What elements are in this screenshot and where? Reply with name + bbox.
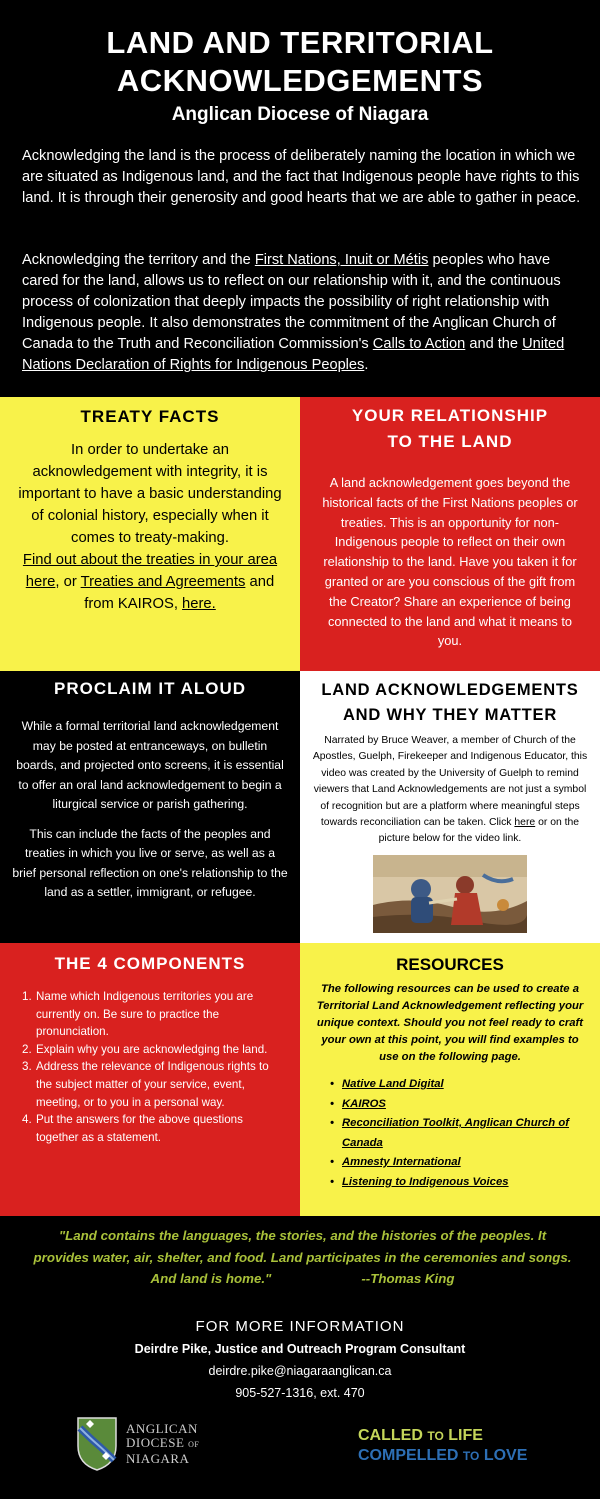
treaties-in-area-link[interactable]: Find out about the treaties in your area here	[22, 552, 278, 590]
slogan-word: CALLED	[358, 1427, 423, 1444]
why-they-matter-body	[310, 733, 590, 848]
list-number: 3.	[22, 1060, 32, 1074]
slogan-word: COMPELLED	[358, 1447, 459, 1464]
treaty-facts-body	[14, 439, 286, 615]
list-item	[330, 1173, 588, 1193]
intro-text: Acknowledging the territory and the	[22, 252, 255, 268]
contact-email[interactable]: deirdre.pike@niagaraanglican.ca	[208, 1364, 392, 1378]
intro-text: and the	[465, 336, 523, 352]
components-list	[22, 988, 286, 1146]
slogan-line-1	[358, 1426, 558, 1446]
proclaim-panel	[0, 671, 300, 943]
listening-indigenous-voices-link[interactable]: Listening to Indigenous Voices	[342, 1175, 509, 1188]
reconciliation-toolkit-link[interactable]: Reconciliation Toolkit, Anglican Church of Canada	[342, 1117, 569, 1149]
relationship-title	[300, 403, 600, 455]
page-subtitle: Anglican Diocese of Niagara	[171, 104, 429, 125]
list-number: 2.	[22, 1042, 32, 1056]
list-item	[22, 1041, 286, 1059]
bullet-icon: •	[330, 1175, 334, 1188]
contact-name: Deirdre Pike, Justice and Outreach Program Consultant	[134, 1342, 466, 1356]
why-they-matter-title	[300, 678, 600, 728]
amnesty-international-link[interactable]: Amnesty International	[342, 1156, 461, 1168]
list-item	[330, 1095, 588, 1115]
list-item	[330, 1075, 588, 1095]
list-text: Put the answers for the above questions together as a statement.	[36, 1113, 243, 1144]
matter-text: or on the picture below for the video link.	[378, 817, 580, 845]
treaty-facts-panel	[0, 397, 300, 671]
resources-panel	[300, 943, 600, 1216]
matter-title-line-2: AND WHY THEY MATTER	[342, 706, 558, 724]
logo-word: DIOCESE	[126, 1435, 185, 1450]
slogan-word: LIFE	[448, 1427, 483, 1444]
diocese-shield-icon	[76, 1416, 118, 1472]
relationship-panel	[300, 397, 600, 671]
matter-title-line-1: LAND ACKNOWLEDGEMENTS	[321, 681, 579, 699]
treaty-text: , or	[55, 574, 81, 590]
slogan-word-small: TO	[427, 1429, 444, 1443]
relationship-body: A land acknowledgement goes beyond the historical facts of the First Nations peoples or treaties. This is an opportunity for non-Indigenous people to reflect on their own relationship to the land. Have you taken it for granted or are you conscious of the gift from the Creator? Share an experience of being connected to the land and what it means to you.	[322, 475, 578, 649]
treaty-text: and from KAIROS,	[84, 574, 275, 612]
list-text: Address the relevance of Indigenous rights to the subject matter of your service, event, meeting, or to you in a personal way.	[36, 1060, 269, 1109]
un-declaration-link[interactable]: United Nations Declaration of Rights for Indigenous Peoples	[22, 336, 565, 373]
proclaim-title: PROCLAIM IT ALOUD	[53, 679, 247, 698]
video-here-link[interactable]: here	[514, 817, 536, 829]
more-info-heading: FOR MORE INFORMATION	[195, 1318, 405, 1335]
first-nations-link[interactable]: First Nations, Inuit or Métis	[254, 252, 429, 268]
page-title: LAND AND TERRITORIAL ACKNOWLEDGEMENTS	[106, 25, 494, 98]
list-item	[22, 1111, 286, 1146]
proclaim-paragraph-2: This can include the facts of the peoples and treaties in which you live or serve, as well as a brief personal reflection on one's relationship to the land as a settler, immigrant, or refugee.	[12, 826, 288, 899]
diocese-logo-text	[126, 1422, 199, 1466]
thomas-king-quote	[30, 1225, 575, 1290]
bullet-icon: •	[330, 1078, 334, 1090]
footer	[0, 1216, 600, 1499]
video-thumbnail[interactable]	[373, 855, 527, 933]
relationship-title-line-2: TO THE LAND	[387, 432, 513, 451]
treaty-text: In order to undertake an acknowledgement with integrity, it is important to have a basic understanding of colonial history, especially when it comes to treaty-making.	[18, 442, 282, 546]
matter-text: Narrated by Bruce Weaver, a member of Church of the Apostles, Guelph, Firekeeper and Indigenous Educator, this video was created by the University of Guelph to remind viewers that Land Acknowledgements are not just a symbol of recognition but are a platform where meaningful steps towards reconciliation can be taken. Click	[312, 735, 588, 829]
why-they-matter-panel	[300, 671, 600, 943]
header	[0, 0, 600, 397]
logo-line: ANGLICAN	[126, 1421, 198, 1436]
slogan-word-small: TO	[462, 1449, 480, 1463]
calls-to-action-link[interactable]: Calls to Action	[372, 336, 466, 352]
proclaim-paragraph-1: While a formal territorial land acknowledgement may be posted at entranceways, on bulletin boards, and projected onto screens, it is essential to offer an oral land acknowledgement to begin a liturgical service or parish gathering.	[16, 719, 284, 811]
quote-text: "Land contains the languages, the stories, and the histories of the peoples. It provides water, air, shelter, and food. Land participates in the ceremonies and songs.	[33, 1228, 572, 1265]
components-panel	[0, 943, 300, 1216]
treaties-agreements-link[interactable]: Treaties and Agreements	[80, 574, 246, 590]
treaty-facts-title: TREATY FACTS	[80, 407, 220, 426]
list-text: Explain why you are acknowledging the land.	[36, 1042, 268, 1056]
slogan-line-2	[358, 1446, 558, 1466]
bullet-icon: •	[330, 1156, 334, 1168]
intro-text: .	[364, 357, 369, 373]
logo-line	[126, 1436, 199, 1452]
kairos-here-link[interactable]: here.	[182, 596, 216, 612]
list-item	[22, 988, 286, 1041]
list-number: 4.	[22, 1113, 32, 1127]
list-text: Name which Indigenous territories you are currently on. Be sure to practice the pronunciation.	[36, 990, 254, 1039]
intro-text: peoples who have cared for the land, allows us to reflect on our relationship with it, and the continuous process of colonization that deeply impacts the possibility of right relationship with Indigenous people. It also demonstrates the commitment of the Anglican Church of Canada to the Truth and Reconciliation Commission's	[22, 252, 561, 352]
diocese-logo	[76, 1416, 216, 1476]
list-item	[22, 1058, 286, 1111]
resources-list	[330, 1075, 588, 1192]
slogan-word: LOVE	[483, 1447, 528, 1464]
contact-phone: 905-527-1316, ext. 470	[235, 1386, 365, 1400]
logo-line: NIAGARA	[126, 1451, 190, 1466]
native-land-digital-link[interactable]: Native Land Digital	[342, 1078, 444, 1090]
quote-text-end: And land is home."	[150, 1271, 272, 1286]
resources-title: RESOURCES	[396, 955, 504, 974]
kairos-link[interactable]: KAIROS	[342, 1097, 386, 1110]
intro-paragraph-1: Acknowledging the land is the process of deliberately naming the location in which we are situated as Indigenous land, and the fact that Indigenous people have rights to this land. It is through their generosity and good hearts that we are able to gather in peace.	[22, 148, 581, 206]
bullet-icon: •	[330, 1097, 334, 1110]
list-item	[330, 1153, 588, 1173]
components-title: THE 4 COMPONENTS	[54, 954, 246, 973]
logo-word-small: OF	[188, 1440, 200, 1449]
bullet-icon: •	[330, 1117, 334, 1129]
list-number: 1.	[22, 990, 32, 1003]
quote-author: --Thomas King	[361, 1271, 455, 1286]
resources-intro: The following resources can be used to create a Territorial Land Acknowledgement reflecting your unique context. Should you not feel ready to craft your own at this point, you will find examples to use on the following page.	[316, 983, 584, 1063]
list-item	[330, 1114, 588, 1153]
intro-paragraph-2	[22, 250, 582, 376]
slogan-logo	[358, 1426, 558, 1466]
relationship-title-line-1: YOUR RELATIONSHIP	[351, 406, 549, 425]
